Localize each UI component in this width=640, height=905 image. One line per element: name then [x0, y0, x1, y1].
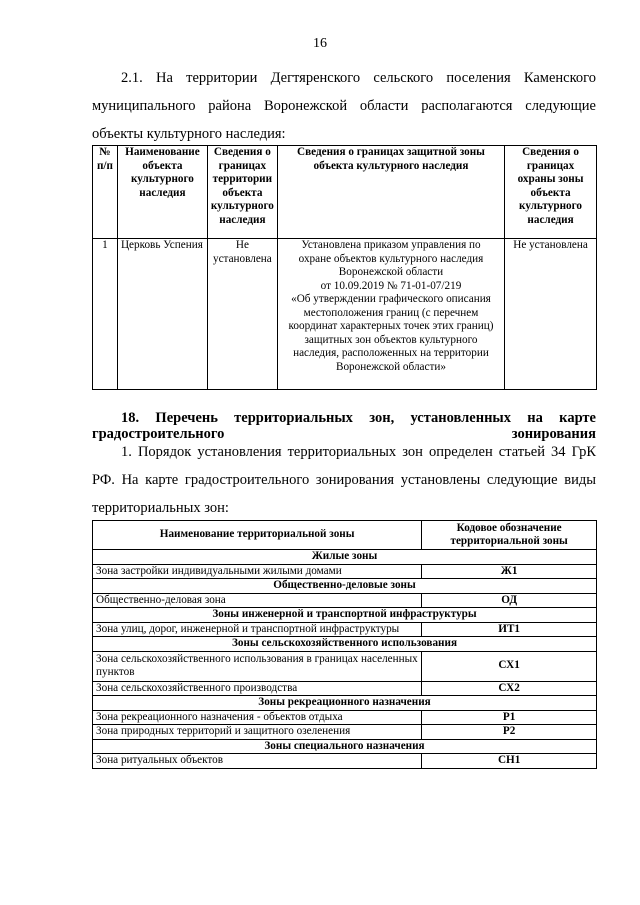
zones-table: [92, 520, 597, 769]
zone-code: ИТ1: [422, 622, 597, 637]
category-infrastructure: Зоны инженерной и транспортной инфраструктуры: [93, 608, 597, 623]
zone-code: СХ2: [422, 681, 597, 696]
table-row: [93, 710, 597, 725]
heritage-table-header: [93, 146, 597, 239]
zone-name: Зона природных территорий и защитного озеленения: [93, 725, 422, 740]
zone-code: ОД: [422, 593, 597, 608]
section-heading-text: 18. Перечень территориальных зон, установленных на карте градостроительного зонирования: [92, 410, 596, 442]
protection-bounds-line: «Об утверждении графического описания: [291, 293, 491, 305]
table-row: [93, 593, 597, 608]
category-row: [93, 550, 597, 565]
category-residential: Жилые зоны: [93, 550, 597, 565]
table-row: [93, 754, 597, 769]
category-agricultural: Зоны сельскохозяйственного использования: [93, 637, 597, 652]
row-protection-zones: Не установлена: [505, 239, 597, 390]
page-number: 16: [313, 36, 327, 51]
intro-paragraph: 2.1. На территории Дегтяренского сельского поселения Каменского муниципального района Воронежской области располагаются следующие объекты культурного наследия:: [92, 70, 596, 142]
category-business: Общественно-деловые зоны: [93, 579, 597, 594]
category-row: [93, 739, 597, 754]
header-num: № п/п: [93, 146, 118, 239]
zone-code: СН1: [422, 754, 597, 769]
row-territory: Не установлена: [207, 239, 277, 390]
protection-bounds-line: Установлена приказом управления по: [301, 239, 481, 251]
header-territory: Сведения о границах территории объекта культурного наследия: [207, 146, 277, 239]
table-row: [93, 651, 597, 681]
zones-table-header: [93, 521, 597, 550]
protection-bounds-line: местоположения границ (с перечнем: [303, 306, 479, 319]
category-row: [93, 637, 597, 652]
category-special: Зоны специального назначения: [93, 739, 597, 754]
zone-name: Зона сельскохозяйственного использования в границах населенных пунктов: [93, 651, 422, 681]
zone-name: Зона улиц, дорог, инженерной и транспортной инфраструктуры: [93, 622, 422, 637]
category-row: [93, 608, 597, 623]
zone-name: Зона сельскохозяйственного производства: [93, 681, 422, 696]
header-name: Наименование объекта культурного наследия: [117, 146, 207, 239]
row-num: 1: [93, 239, 118, 390]
heritage-table: [92, 145, 597, 390]
table-row: [93, 239, 597, 390]
header-protection-zones: Сведения о границах охраны зоны объекта культурного наследия: [505, 146, 597, 239]
protection-bounds-line: Воронежской области»: [336, 360, 446, 373]
protection-bounds-line: охране объектов культурного наследия: [298, 252, 484, 265]
table-row: [93, 622, 597, 637]
zone-name: Зона рекреационного назначения - объектов отдыха: [93, 710, 422, 725]
protection-bounds-line: координат характерных точек этих границ): [288, 320, 494, 332]
table-row: [93, 725, 597, 740]
zone-code: СХ1: [422, 651, 597, 681]
row-name: Церковь Успения: [117, 239, 207, 390]
zone-code: Р1: [422, 710, 597, 725]
zone-name: Зона ритуальных объектов: [93, 754, 422, 769]
section-paragraph: 1. Порядок установления территориальных зон определен статьей 34 ГрК РФ. На карте градостроительного зонирования установлены следующие виды территориальных зон:: [92, 444, 596, 516]
protection-bounds-line: Воронежской области: [338, 266, 444, 278]
table-row: [93, 564, 597, 579]
category-recreation: Зоны рекреационного назначения: [93, 696, 597, 711]
header-zone-code: Кодовое обозначение территориальной зоны: [422, 521, 597, 550]
table-row: [93, 681, 597, 696]
header-zone-name: Наименование территориальной зоны: [93, 521, 422, 550]
header-protection-bounds: Сведения о границах защитной зоны объекта культурного наследия: [277, 146, 504, 239]
zone-name: Зона застройки индивидуальными жилыми домами: [93, 564, 422, 579]
protection-bounds-line: защитных зон объектов культурного: [304, 333, 478, 346]
zone-code: Ж1: [422, 564, 597, 579]
protection-bounds-line: от 10.09.2019 № 71-01-07/219: [320, 279, 462, 292]
zone-name: Общественно-деловая зона: [93, 593, 422, 608]
category-row: [93, 579, 597, 594]
zone-code: Р2: [422, 725, 597, 740]
row-protection-bounds: [277, 239, 504, 390]
protection-bounds-line: наследия, расположенных на территории: [293, 347, 489, 359]
category-row: [93, 696, 597, 711]
